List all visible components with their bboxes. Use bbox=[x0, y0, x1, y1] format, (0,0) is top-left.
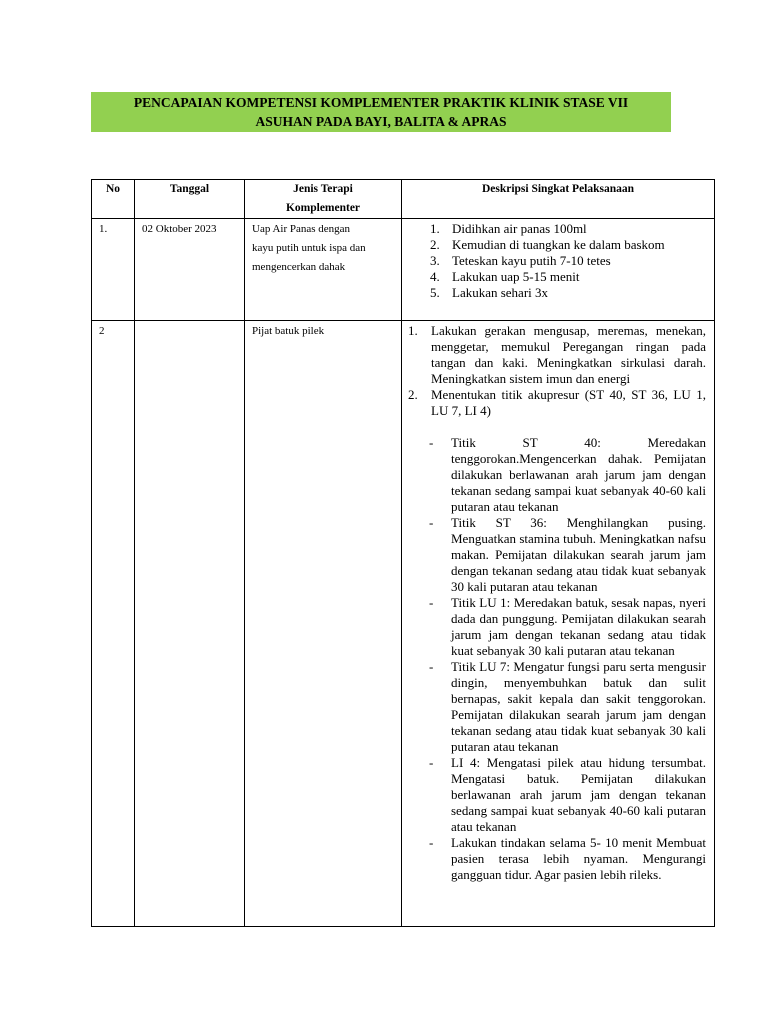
jenis-line: mengencerkan dahak bbox=[252, 261, 346, 273]
table-header-row bbox=[92, 180, 715, 219]
list-number: 5. bbox=[430, 285, 440, 300]
list-item bbox=[430, 269, 714, 285]
header-jenis-line1: Jenis Terapi bbox=[293, 183, 353, 195]
list-number: 1. bbox=[408, 323, 418, 338]
list-text: Lakukan sehari 3x bbox=[452, 285, 549, 300]
bullet-dash: - bbox=[429, 659, 434, 674]
bullet-item bbox=[431, 755, 706, 835]
bullet-text: Titik LU 7: Mengatur fungsi paru serta mengusir dingin, menyembuhkan batuk dan sulit bernapas, sakit kepala dan sakit tenggorokan. Pemijatan dilakukan searah jarum jam dengan tekanan sedang atau tidak kuat sebanyak 30 kali putaran atau tekanan bbox=[451, 659, 706, 754]
header-deskripsi: Deskripsi Singkat Pelaksanaan bbox=[402, 180, 715, 219]
table-row bbox=[92, 321, 715, 927]
bullet-dash: - bbox=[429, 755, 434, 770]
list-number: 4. bbox=[430, 269, 440, 284]
list-text: Didihkan air panas 100ml bbox=[452, 221, 587, 236]
jenis-line: Pijat batuk pilek bbox=[252, 325, 325, 337]
bullet-dash: - bbox=[429, 435, 434, 450]
jenis-line: kayu putih untuk ispa dan bbox=[252, 242, 366, 254]
jenis-line: Uap Air Panas dengan bbox=[252, 223, 351, 235]
list-number: 1. bbox=[430, 221, 440, 236]
bullet-dash: - bbox=[429, 595, 434, 610]
table-row bbox=[92, 219, 715, 321]
list-item bbox=[430, 253, 714, 269]
description-block bbox=[402, 321, 714, 883]
bullet-dash: - bbox=[429, 515, 434, 530]
cell-tanggal bbox=[135, 321, 245, 927]
cell-no: 2 bbox=[92, 321, 135, 927]
header-jenis bbox=[245, 180, 402, 219]
spacer bbox=[431, 419, 706, 435]
title-line-1: PENCAPAIAN KOMPETENSI KOMPLEMENTER PRAKTIK KLINIK STASE VII bbox=[133, 95, 629, 110]
list-item bbox=[430, 237, 714, 253]
bullet-text: Titik LU 1: Meredakan batuk, sesak napas, nyeri dada dan punggung. Pemijatan dilakukan searah jarum jam dengan tekanan sedang atau tidak kuat sebanyak 30 kali putaran atau tekanan bbox=[451, 595, 706, 658]
list-text: Lakukan gerakan mengusap, meremas, menekan, menggetar, memukul Peregangan ringan pada tangan dan kaki. Meningkatkan sirkulasi darah. Meningkatkan sistem imun dan energi bbox=[431, 323, 706, 386]
header-jenis-line2: Komplementer bbox=[285, 202, 361, 214]
document-title-banner bbox=[91, 92, 671, 132]
list-text: Teteskan kayu putih 7-10 tetes bbox=[452, 253, 611, 268]
list-text: Kemudian di tuangkan ke dalam baskom bbox=[452, 237, 665, 252]
list-item bbox=[430, 285, 714, 301]
bullet-text: Titik ST 36: Menghilangkan pusing. Menguatkan stamina tubuh. Meningkatkan nafsu makan. Pemijatan dilakukan searah jarum jam dengan tekanan sedang atau tidak kuat sebanyak 30 kali putaran atau tekanan bbox=[451, 515, 706, 594]
cell-jenis bbox=[245, 219, 402, 321]
list-text: Lakukan uap 5-15 menit bbox=[452, 269, 580, 284]
bullet-item bbox=[431, 515, 706, 595]
list-item bbox=[430, 221, 714, 237]
bullet-item bbox=[431, 835, 706, 883]
cell-deskripsi bbox=[402, 321, 715, 927]
list-item bbox=[408, 323, 706, 387]
bullet-text: LI 4: Mengatasi pilek atau hidung tersumbat. Mengatasi batuk. Pemijatan dilakukan berlawanan arah jarum jam dengan tekanan sedang sampai kuat sebanyak 40-60 kali putaran atau tekanan bbox=[451, 755, 706, 834]
list-number: 3. bbox=[430, 253, 440, 268]
title-line-2: ASUHAN PADA BAYI, BALITA & APRAS bbox=[255, 114, 507, 129]
cell-tanggal: 02 Oktober 2023 bbox=[135, 219, 245, 321]
cell-jenis bbox=[245, 321, 402, 927]
bullet-text: Titik ST 40: Meredakan tenggorokan.Mengencerkan dahak. Pemijatan dilakukan berlawanan arah jarum jam dengan tekanan sedang sampai kuat sebanyak 40-60 kali putaran atau tekanan bbox=[451, 435, 706, 514]
list-number: 2. bbox=[408, 387, 418, 402]
bullet-item bbox=[431, 435, 706, 515]
list-text: Menentukan titik akupresur (ST 40, ST 36, LU 1, LU 7, LI 4) bbox=[431, 387, 706, 418]
list-item bbox=[408, 387, 706, 419]
header-no: No bbox=[92, 180, 135, 219]
header-tanggal: Tanggal bbox=[135, 180, 245, 219]
list-number: 2. bbox=[430, 237, 440, 252]
bullet-text: Lakukan tindakan selama 5- 10 menit Membuat pasien terasa lebih nyaman. Mengurangi gangguan tidur. Agar pasien lebih rileks. bbox=[451, 835, 706, 882]
acupressure-points bbox=[431, 435, 706, 883]
bullet-item bbox=[431, 659, 706, 755]
cell-no: 1. bbox=[92, 219, 135, 321]
bullet-item bbox=[431, 595, 706, 659]
cell-deskripsi bbox=[402, 219, 715, 321]
competency-table bbox=[91, 179, 715, 927]
steps-list bbox=[402, 219, 714, 301]
bullet-dash: - bbox=[429, 835, 434, 850]
